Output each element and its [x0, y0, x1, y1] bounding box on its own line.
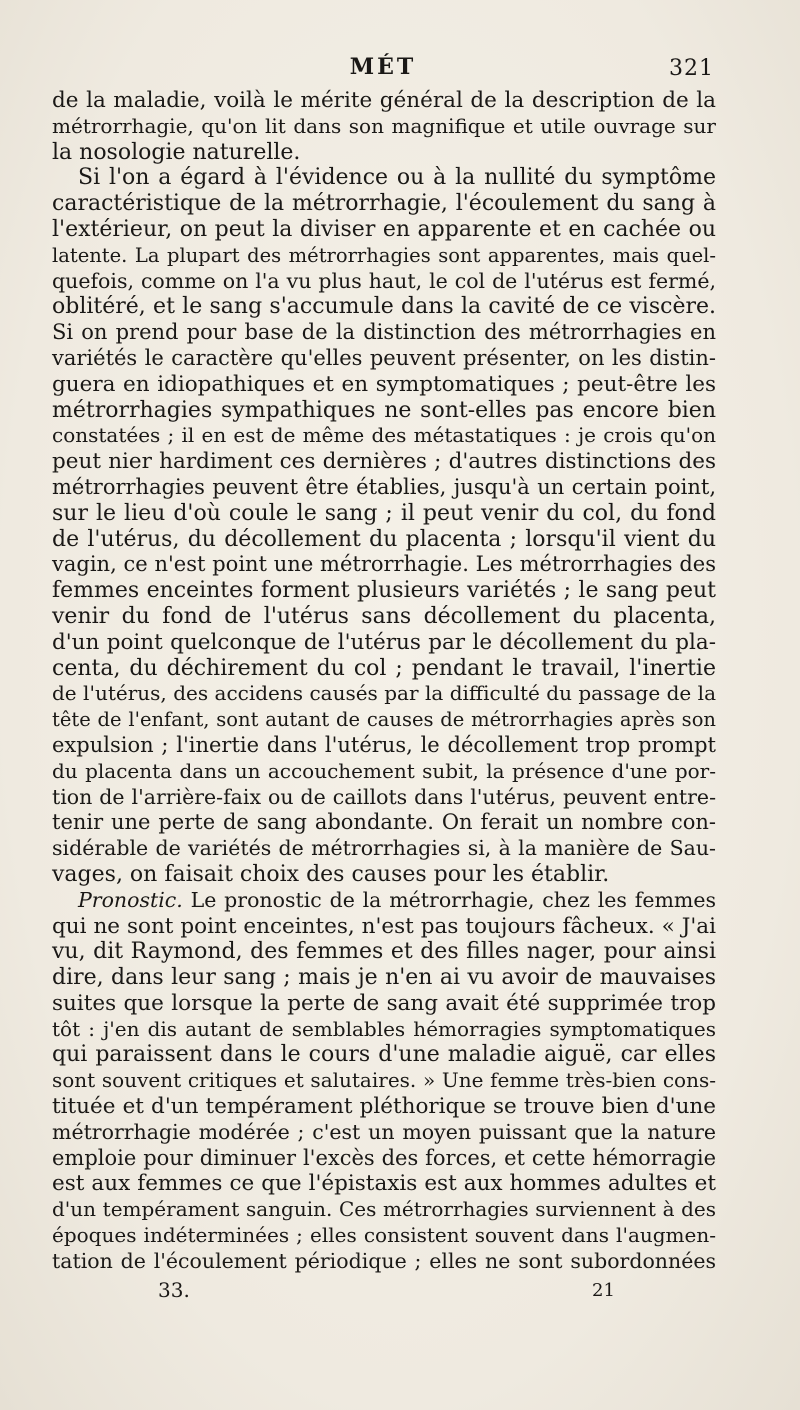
- text-line: guera en idiopathiques et en symptomatiques ; peut-être les: [52, 371, 716, 397]
- text-line: femmes enceintes forment plusieurs variétés ; le sang peut: [52, 578, 716, 604]
- text-line: oblitéré, et le sang s'accumule dans la cavité de ce viscère.: [52, 294, 716, 320]
- text-line: caractéristique de la métrorrhagie, l'écoulement du sang à: [52, 191, 716, 217]
- body-text: [52, 88, 716, 1275]
- text-line: tation de l'écoulement périodique ; elles ne sont subordonnées: [52, 1248, 716, 1273]
- text-line: tenir une perte de sang abondante. On ferait un nombre con-: [52, 810, 716, 835]
- page-number: 321: [669, 56, 714, 81]
- text-line: est aux femmes ce que l'épistaxis est aux hommes adultes et: [52, 1171, 716, 1197]
- text-line: tête de l'enfant, sont autant de causes de métrorrhagies après son: [52, 708, 716, 732]
- sheet-number: 21: [592, 1280, 615, 1301]
- text-line: dire, dans leur sang ; mais je n'en ai vu avoir de mauvaises: [52, 965, 716, 991]
- text-line: tituée et d'un tempérament pléthorique se trouve bien d'une: [52, 1094, 716, 1120]
- text-line: qui ne sont point enceintes, n'est pas toujours fâcheux. « J'ai: [52, 913, 716, 939]
- text-line: expulsion ; l'inertie dans l'utérus, le décollement trop prompt: [52, 732, 716, 757]
- text-line: vages, on faisait choix des causes pour les établir.: [52, 861, 610, 887]
- text-line-content: Le pronostic de la métrorrhagie, chez les femmes: [190, 887, 716, 912]
- text-line: suites que lorsque la perte de sang avait été supprimée trop: [52, 990, 716, 1016]
- text-line: peut nier hardiment ces dernières ; d'autres distinctions des: [52, 449, 716, 475]
- text-line: du placenta dans un accouchement subit, la présence d'une por-: [52, 758, 716, 783]
- running-head: MÉT: [349, 54, 417, 80]
- text-line: vu, dit Raymond, des femmes et des filles nager, pour ainsi: [52, 939, 716, 965]
- text-line: Si l'on a égard à l'évidence ou à la nullité du symptôme: [78, 165, 716, 191]
- text-line: d'un point quelconque de l'utérus par le décollement du pla-: [52, 629, 716, 655]
- text-line: de l'utérus, des accidens causés par la difficulté du passage de la: [52, 681, 716, 706]
- text-line: vagin, ce n'est point une métrorrhagie. Les métrorrhagies des: [52, 552, 716, 577]
- text-line: centa, du déchirement du col ; pendant le travail, l'inertie: [52, 655, 716, 681]
- text-line: emploie pour diminuer l'excès des forces, et cette hémorragie: [52, 1145, 716, 1170]
- text-line: sont souvent critiques et salutaires. » Une femme très-bien cons-: [52, 1068, 716, 1093]
- text-line: métrorrhagies sympathiques ne sont-elles pas encore bien: [52, 397, 716, 423]
- text-line: latente. La plupart des métrorrhagies sont apparentes, mais quel-: [52, 243, 716, 267]
- text-line: époques indéterminées ; elles consistent souvent dans l'augmen-: [52, 1223, 716, 1248]
- page-header: [52, 54, 714, 88]
- text-line: de la maladie, voilà le mérite général de la description de la: [52, 88, 716, 113]
- text-line: Si on prend pour base de la distinction des métrorrhagies en: [52, 320, 716, 345]
- page-footer: [52, 1278, 716, 1308]
- text-line: d'un tempérament sanguin. Ces métrorrhagies surviennent à des: [52, 1197, 716, 1222]
- text-line: métrorrhagie, qu'on lit dans son magnifique et utile ouvrage sur: [52, 113, 716, 138]
- text-line: la nosologie naturelle.: [52, 139, 301, 165]
- text-line: sur le lieu d'où coule le sang ; il peut venir du col, du fond: [52, 500, 716, 526]
- text-line: quefois, comme on l'a vu plus haut, le col de l'utérus est fermé,: [52, 268, 716, 293]
- text-line: tôt : j'en dis autant de semblables hémorragies symptomatiques: [52, 1016, 716, 1041]
- signature-mark: 33.: [158, 1278, 190, 1302]
- text-line: l'extérieur, on peut la diviser en apparente et en cachée ou: [52, 216, 716, 242]
- text-line: métrorrhagie modérée ; c'est un moyen puissant que la nature: [52, 1119, 716, 1144]
- text-line: constatées ; il en est de même des métastatiques : je crois qu'on: [52, 423, 716, 448]
- text-line: variétés le caractère qu'elles peuvent présenter, on les distin-: [52, 345, 716, 370]
- pronostic-label: Pronostic.: [78, 887, 183, 912]
- text-line: qui paraissent dans le cours d'une maladie aiguë, car elles: [52, 1042, 716, 1068]
- text-line: tion de l'arrière-faix ou de caillots dans l'utérus, peuvent entre-: [52, 784, 716, 809]
- text-line: sidérable de variétés de métrorrhagies si, à la manière de Sau-: [52, 836, 716, 861]
- text-line: [52, 888, 716, 914]
- text-line: venir du fond de l'utérus sans décollement du placenta,: [52, 603, 716, 629]
- text-line: métrorrhagies peuvent être établies, jusqu'à un certain point,: [52, 474, 716, 499]
- text-line: de l'utérus, du décollement du placenta ; lorsqu'il vient du: [52, 526, 716, 552]
